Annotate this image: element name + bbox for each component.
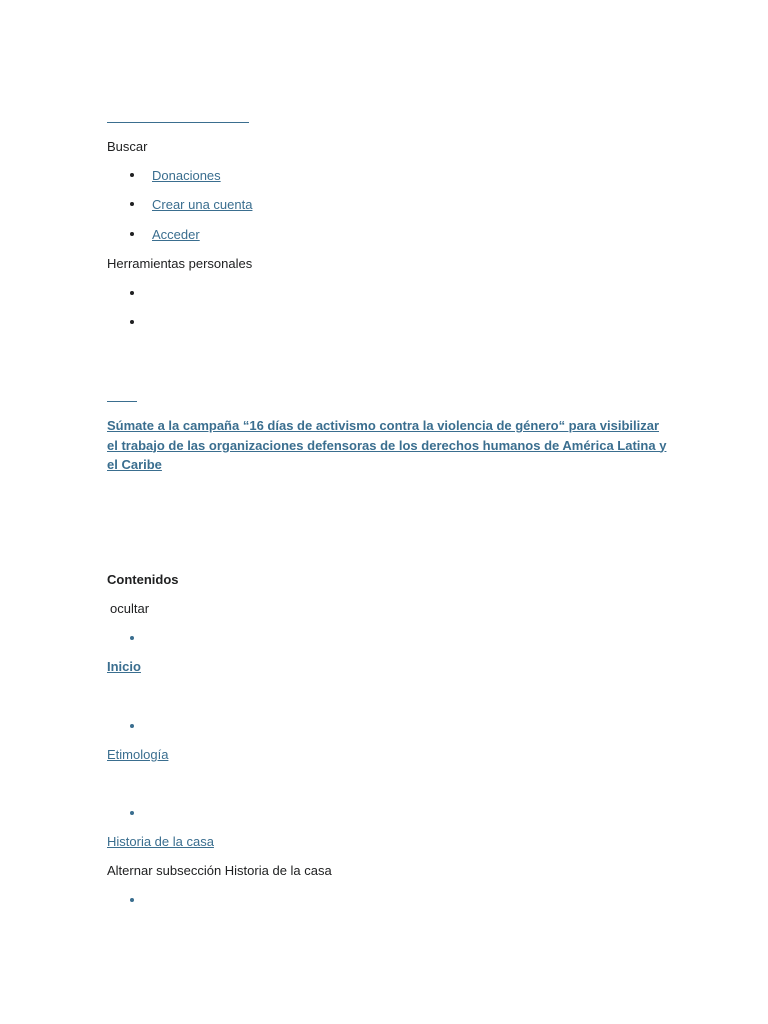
toc-bullet (130, 724, 134, 728)
toc-bullet (130, 636, 134, 640)
list-bullet (130, 291, 134, 295)
search-input[interactable] (107, 122, 249, 123)
toc-bullet (130, 898, 134, 902)
login-link[interactable]: Acceder (152, 227, 200, 242)
toc-item-inicio[interactable]: Inicio (107, 659, 141, 674)
personal-tools-label: Herramientas personales (107, 256, 253, 271)
toc-item-historia[interactable]: Historia de la casa (107, 834, 214, 849)
toc-bullet (130, 811, 134, 815)
toc-item-etimologia[interactable]: Etimología (107, 747, 169, 762)
list-bullet (130, 202, 134, 206)
donations-link[interactable]: Donaciones (152, 168, 221, 183)
toc-title: Contenidos (107, 572, 179, 587)
list-bullet (130, 232, 134, 236)
toc-hide-button[interactable]: ocultar (110, 601, 150, 616)
list-bullet (130, 173, 134, 177)
toc-subsection-toggle[interactable]: Alternar subsección Historia de la casa (107, 863, 332, 878)
banner-close-link[interactable] (107, 401, 137, 402)
search-label: Buscar (107, 139, 148, 154)
create-account-link[interactable]: Crear una cuenta (152, 197, 253, 212)
campaign-banner-link[interactable]: Súmate a la campaña “16 días de activismo contra la violencia de género“ para visibilizar el trabajo de las organizaciones defensoras de los derechos humanos de América Latina y el Caribe (107, 418, 667, 472)
list-bullet (130, 320, 134, 324)
